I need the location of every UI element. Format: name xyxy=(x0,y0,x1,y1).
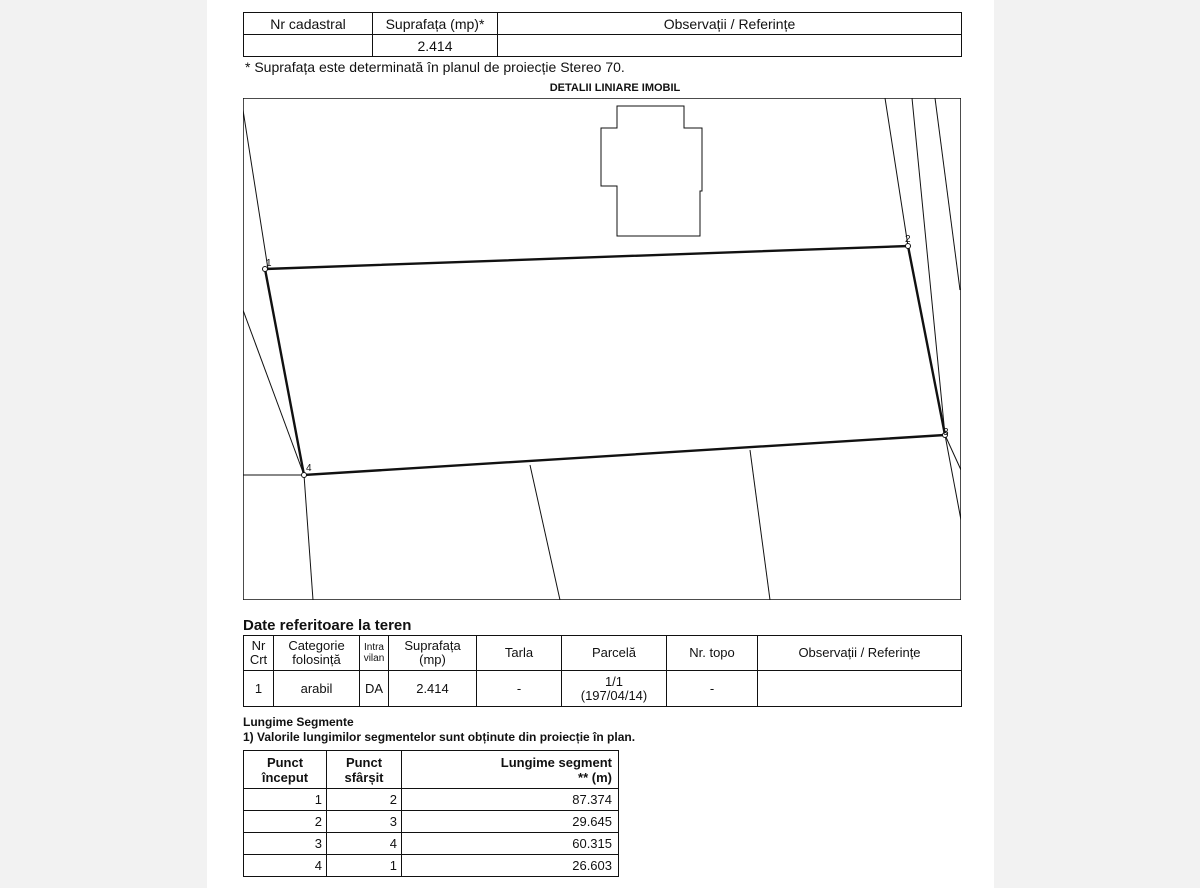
plan-title: DETALII LINIARE IMOBIL xyxy=(549,82,681,94)
cell-start: 3 xyxy=(244,833,327,855)
segments-subtitle: 1) Valorile lungimilor segmentelor sunt obținute din proiecție în plan. xyxy=(243,730,636,744)
table-row xyxy=(244,855,619,877)
table-header-row xyxy=(244,636,962,671)
cell-end: 4 xyxy=(327,833,402,855)
header-suprafata: Suprafața (mp) xyxy=(389,636,477,671)
cell-end: 2 xyxy=(327,789,402,811)
cell-length: 87.374 xyxy=(402,789,619,811)
cadastral-table xyxy=(243,12,962,57)
land-section-title: Date referitoare la teren xyxy=(243,617,412,634)
plan-frame xyxy=(243,98,961,600)
table-row xyxy=(244,811,619,833)
cell-length: 26.603 xyxy=(402,855,619,877)
cell-observatii xyxy=(758,671,962,707)
header-intravilan: Intra vilan xyxy=(360,636,389,671)
vertex-label-2: 2 xyxy=(905,234,911,245)
vertex-label-4: 4 xyxy=(306,463,312,474)
table-header-row xyxy=(244,751,619,789)
cell-tarla: - xyxy=(477,671,562,707)
cell-suprafata: 2.414 xyxy=(389,671,477,707)
land-table xyxy=(243,635,962,707)
cell-end: 1 xyxy=(327,855,402,877)
header-categorie: Categorie folosință xyxy=(274,636,360,671)
header-observatii: Observații / Referințe xyxy=(498,13,962,35)
cell-intravilan: DA xyxy=(360,671,389,707)
cell-categorie: arabil xyxy=(274,671,360,707)
cell-start: 4 xyxy=(244,855,327,877)
cell-length: 60.315 xyxy=(402,833,619,855)
vertex-label-1: 1 xyxy=(266,258,272,269)
vertex-label-3: 3 xyxy=(943,427,949,438)
cell-nr-cadastral xyxy=(244,35,373,57)
cell-observatii xyxy=(498,35,962,57)
cell-nr: 1 xyxy=(244,671,274,707)
cell-parcela: 1/1 (197/04/14) xyxy=(562,671,667,707)
cell-suprafata: 2.414 xyxy=(373,35,498,57)
header-suprafata: Suprafața (mp)* xyxy=(373,13,498,35)
table-row xyxy=(244,789,619,811)
header-lungime-segment: Lungime segment ** (m) xyxy=(402,751,619,789)
header-tarla: Tarla xyxy=(477,636,562,671)
table-row xyxy=(244,35,962,57)
header-punct-sfarsit: Punct sfârșit xyxy=(327,751,402,789)
header-nr-cadastral: Nr cadastral xyxy=(244,13,373,35)
table-header-row xyxy=(244,13,962,35)
cell-length: 29.645 xyxy=(402,811,619,833)
header-punct-inceput: Punct început xyxy=(244,751,327,789)
header-nr-crt: Nr Crt xyxy=(244,636,274,671)
surface-footnote: * Suprafața este determinată în planul de proiecție Stereo 70. xyxy=(245,59,625,75)
cell-nr-topo: - xyxy=(667,671,758,707)
segments-title: Lungime Segmente xyxy=(243,715,354,729)
cell-start: 1 xyxy=(244,789,327,811)
header-parcela: Parcelă xyxy=(562,636,667,671)
cell-end: 3 xyxy=(327,811,402,833)
parcel-plan xyxy=(243,98,961,600)
header-nr-topo: Nr. topo xyxy=(667,636,758,671)
header-observatii: Observații / Referințe xyxy=(758,636,962,671)
table-row xyxy=(244,671,962,707)
table-row xyxy=(244,833,619,855)
segments-table xyxy=(243,750,619,877)
cell-start: 2 xyxy=(244,811,327,833)
